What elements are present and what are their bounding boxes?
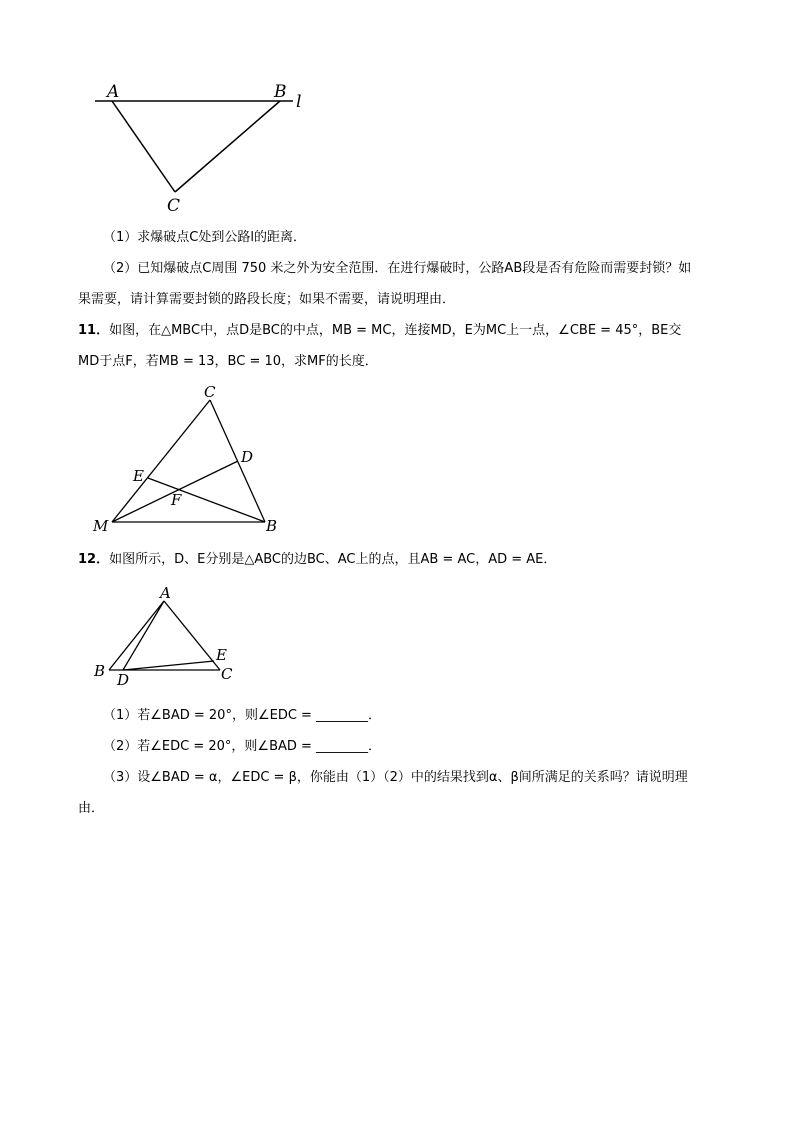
label-e: E — [216, 646, 227, 664]
q12-number: 12． — [78, 552, 110, 567]
label-d: D — [117, 671, 130, 689]
segment-ab — [109, 601, 164, 670]
q11-line2: MD于点F，若MB = 13，BC = 10，求MF的长度． — [78, 354, 378, 369]
label-d: D — [241, 448, 254, 466]
segment-ac — [164, 601, 220, 670]
label-c: C — [167, 196, 181, 216]
label-b: B — [266, 517, 278, 535]
label-a: A — [107, 82, 120, 102]
segment-bc — [175, 101, 280, 192]
q10-part1: （1）求爆破点C处到公路l的距离． — [103, 230, 306, 245]
q10-part2-line1: （2）已知爆破点C周围 750 米之外为安全范围．在进行爆破时，公路AB段是否有危险而需要封锁？如 — [103, 261, 692, 276]
label-f: F — [171, 491, 182, 509]
q12-line1: 如图所示，D、E分别是△ABC的边BC、AC上的点，且AB = AC，AD = AE． — [109, 552, 557, 567]
segment-mc — [112, 400, 210, 522]
label-c: C — [221, 665, 233, 683]
label-b: B — [94, 662, 106, 680]
q12-part3-line2: 由． — [78, 801, 105, 816]
q10-part2-line2: 果需要，请计算需要封锁的路段长度；如果不需要，请说明理由． — [78, 292, 456, 307]
q12-part2: （2）若∠EDC = 20°，则∠BAD = ________． — [103, 739, 382, 754]
label-e: E — [133, 467, 144, 485]
q11-line1: 如图，在△MBC中，点D是BC的中点，MB = MC，连接MD，E为MC上一点，∠CBE = 45°，BE交 — [109, 323, 682, 338]
label-b: B — [274, 82, 287, 102]
label-l: l — [296, 92, 302, 112]
segment-de — [123, 661, 214, 670]
segment-ac — [112, 101, 175, 192]
figure-triangle-abc — [90, 583, 250, 688]
label-a: A — [160, 584, 171, 602]
figure-triangle-mbc — [90, 383, 290, 538]
q11-text-line1 — [78, 321, 758, 341]
segment-ad — [123, 601, 164, 670]
q12-part1: （1）若∠BAD = 20°，则∠EDC = ________． — [103, 708, 382, 723]
figure-road-triangle — [90, 78, 320, 218]
q11-number: 11． — [78, 323, 110, 338]
q12-text-line1 — [78, 550, 758, 570]
q12-part3-line1: （3）设∠BAD = α，∠EDC = β，你能由（1）（2）中的结果找到α、β间所满足的关系吗？请说明理 — [103, 770, 688, 785]
label-m: M — [93, 517, 109, 535]
label-c: C — [204, 383, 216, 401]
